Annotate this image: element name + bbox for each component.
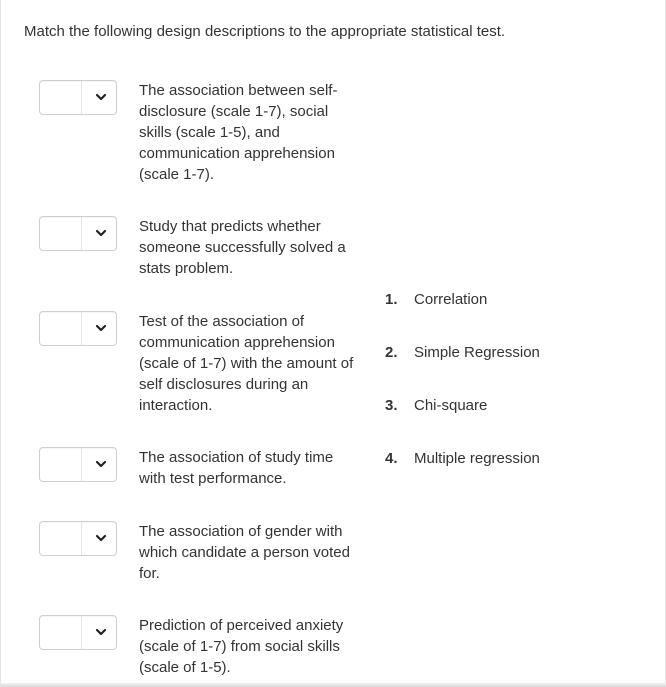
select-divider — [81, 616, 82, 649]
chevron-down-icon — [93, 89, 109, 105]
match-select-6[interactable] — [39, 615, 117, 650]
answer-number: 2. — [385, 344, 398, 361]
answer-number: 1. — [385, 291, 398, 308]
answer-label: Chi-square — [414, 397, 488, 414]
answer-label: Multiple regression — [414, 450, 540, 467]
match-description-1: The association between self-disclosure (scale 1-7), social skills (scale 1-5), and communication apprehension (scale 1-7). — [139, 82, 338, 183]
match-description-3: Test of the association of communication apprehension (scale of 1-7) with the amount of self disclosures during an interaction. — [139, 313, 354, 414]
chevron-down-icon — [93, 456, 109, 472]
chevron-down-icon — [93, 624, 109, 640]
answer-label: Correlation — [414, 291, 488, 308]
answer-label: Simple Regression — [414, 344, 540, 361]
question-prompt: Match the following design descriptions to the appropriate statistical test. — [24, 23, 506, 40]
match-description-5: The association of gender with which candidate a person voted for. — [139, 523, 350, 582]
answer-number: 4. — [385, 450, 398, 467]
select-divider — [81, 81, 82, 114]
bottom-divider — [1, 683, 666, 687]
match-select-5[interactable] — [39, 521, 117, 556]
select-divider — [81, 312, 82, 345]
match-description-6: Prediction of perceived anxiety (scale of 1-7) from social skills (scale of 1-5). — [139, 617, 344, 676]
match-select-4[interactable] — [39, 447, 117, 482]
match-description-4: The association of study time with test performance. — [139, 449, 334, 487]
match-select-1[interactable] — [39, 80, 117, 115]
select-divider — [81, 217, 82, 250]
match-select-2[interactable] — [39, 216, 117, 251]
answer-option-3 — [385, 395, 645, 448]
chevron-down-icon — [93, 530, 109, 546]
match-description-2: Study that predicts whether someone successfully solved a stats problem. — [139, 218, 346, 277]
answer-number: 3. — [385, 397, 398, 414]
match-select-3[interactable] — [39, 311, 117, 346]
answer-option-2 — [385, 342, 645, 395]
select-divider — [81, 522, 82, 555]
answer-option-4 — [385, 448, 645, 501]
select-divider — [81, 448, 82, 481]
chevron-down-icon — [93, 225, 109, 241]
chevron-down-icon — [93, 320, 109, 336]
answer-list — [385, 289, 645, 501]
answer-option-1 — [385, 289, 645, 342]
